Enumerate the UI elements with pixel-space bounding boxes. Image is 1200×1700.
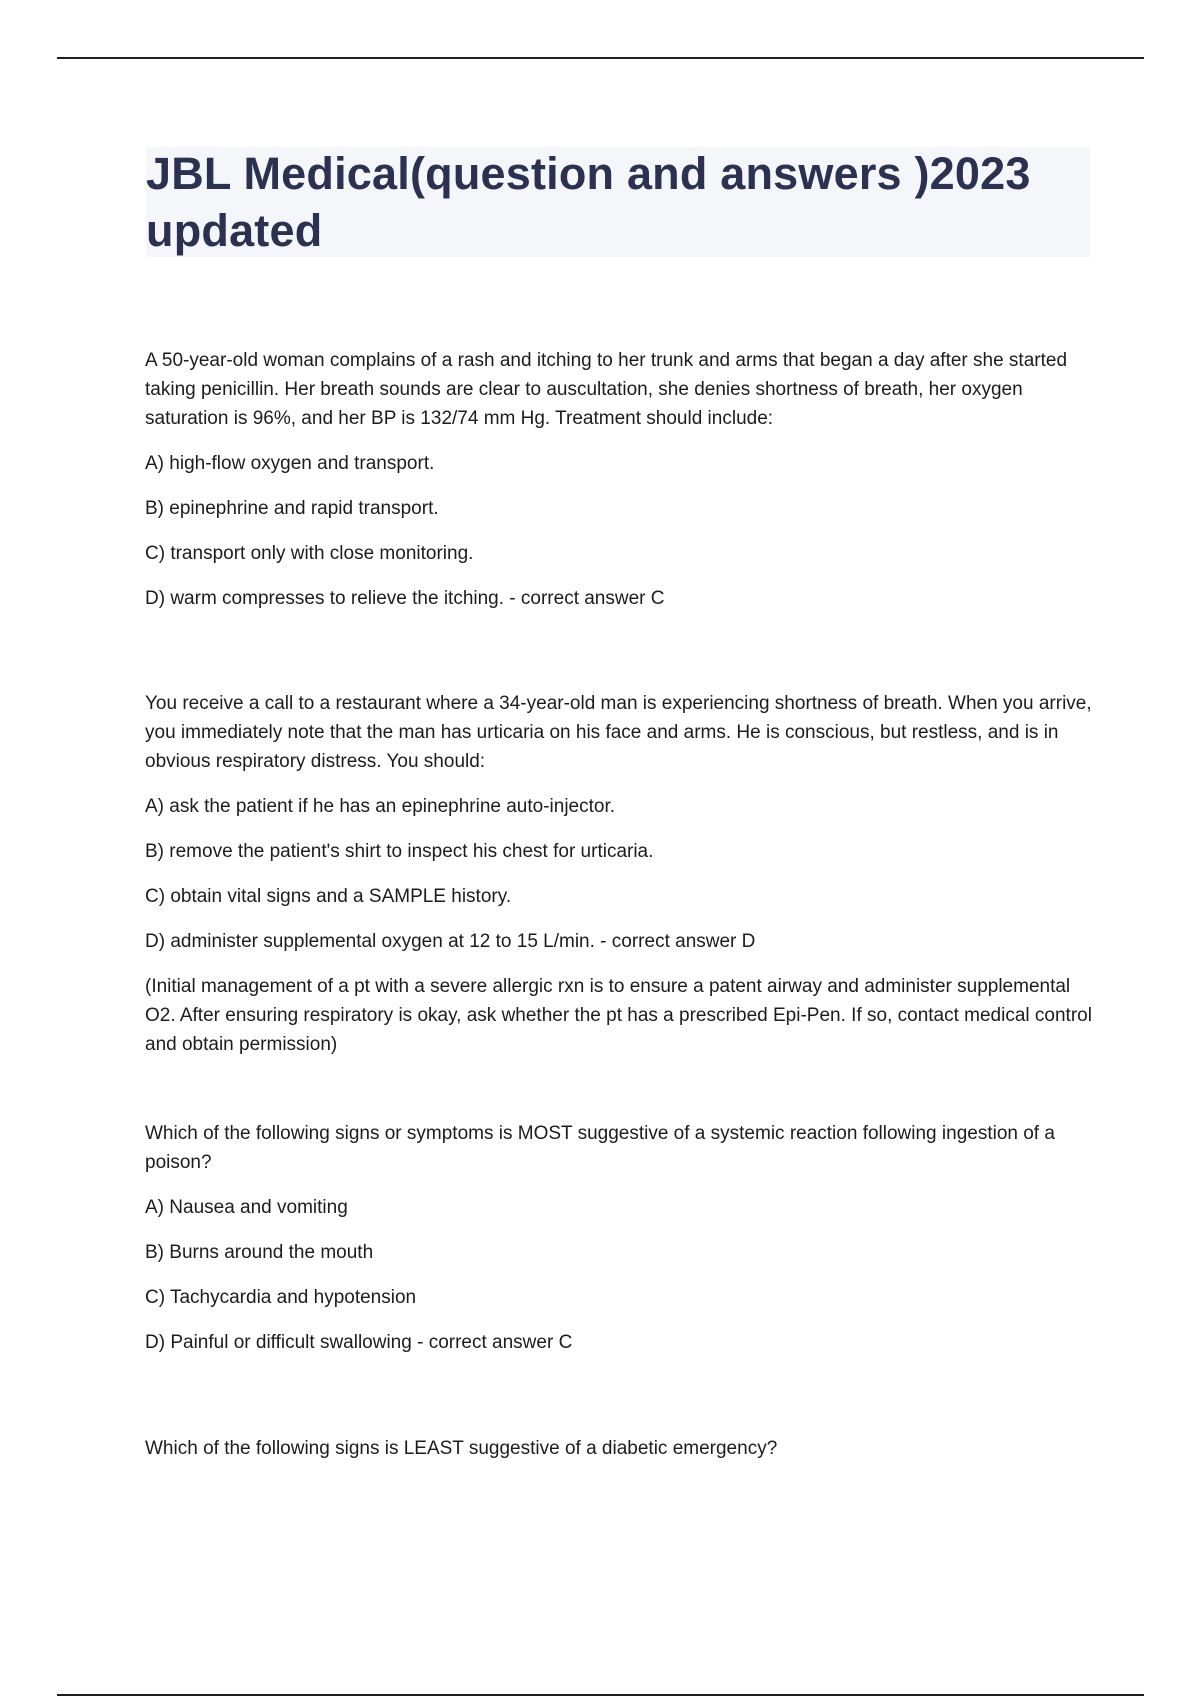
answer-option-b: B) Burns around the mouth (145, 1242, 374, 1263)
top-rule (57, 57, 1144, 59)
question-list (145, 346, 1095, 1479)
answer-option-c: C) transport only with close monitoring. (145, 543, 474, 564)
answer-explanation: (Initial management of a pt with a severe allergic rxn is to ensure a patent airway and administer supplemental O2. After ensuring respiratory is okay, ask whether the pt has a prescribed Epi-Pen. If so, contact medical control and obtain permission) (145, 976, 1092, 1055)
answer-option-d: D) administer supplemental oxygen at 12 to 15 L/min. - correct answer D (145, 931, 756, 952)
question-1 (145, 346, 1095, 613)
question-stem: Which of the following signs or symptoms is MOST suggestive of a systemic reaction following ingestion of a poison? (145, 1123, 1055, 1173)
question-stem: You receive a call to a restaurant where a 34-year-old man is experiencing shortness of breath. When you arrive, you immediately note that the man has urticaria on his face and arms. He is conscious, but restless, and is in obvious respiratory distress. You should: (145, 693, 1092, 772)
question-4 (145, 1434, 1095, 1463)
question-3 (145, 1119, 1095, 1357)
answer-option-d: D) warm compresses to relieve the itching. - correct answer C (145, 588, 665, 609)
answer-option-c: C) obtain vital signs and a SAMPLE history. (145, 886, 512, 907)
answer-option-a: A) ask the patient if he has an epinephrine auto-injector. (145, 796, 616, 817)
answer-option-b: B) epinephrine and rapid transport. (145, 498, 439, 519)
bottom-rule (57, 1694, 1144, 1696)
answer-option-d: D) Painful or difficult swallowing - correct answer C (145, 1332, 573, 1353)
answer-option-a: A) high-flow oxygen and transport. (145, 453, 435, 474)
answer-option-b: B) remove the patient's shirt to inspect his chest for urticaria. (145, 841, 654, 862)
document-title: JBL Medical(question and answers )2023 updated (146, 148, 1031, 256)
spacer (145, 1373, 1095, 1434)
answer-option-c: C) Tachycardia and hypotension (145, 1287, 417, 1308)
question-stem: A 50-year-old woman complains of a rash and itching to her trunk and arms that began a day after she started taking penicillin. Her breath sounds are clear to auscultation, she denies shortness of breath, her oxygen saturation is 96%, and her BP is 132/74 mm Hg. Treatment should include: (145, 350, 1068, 429)
question-stem: Which of the following signs is LEAST suggestive of a diabetic emergency? (145, 1438, 778, 1459)
question-2 (145, 689, 1095, 1059)
answer-option-a: A) Nausea and vomiting (145, 1197, 348, 1218)
spacer (145, 629, 1095, 689)
spacer (145, 1059, 1095, 1119)
